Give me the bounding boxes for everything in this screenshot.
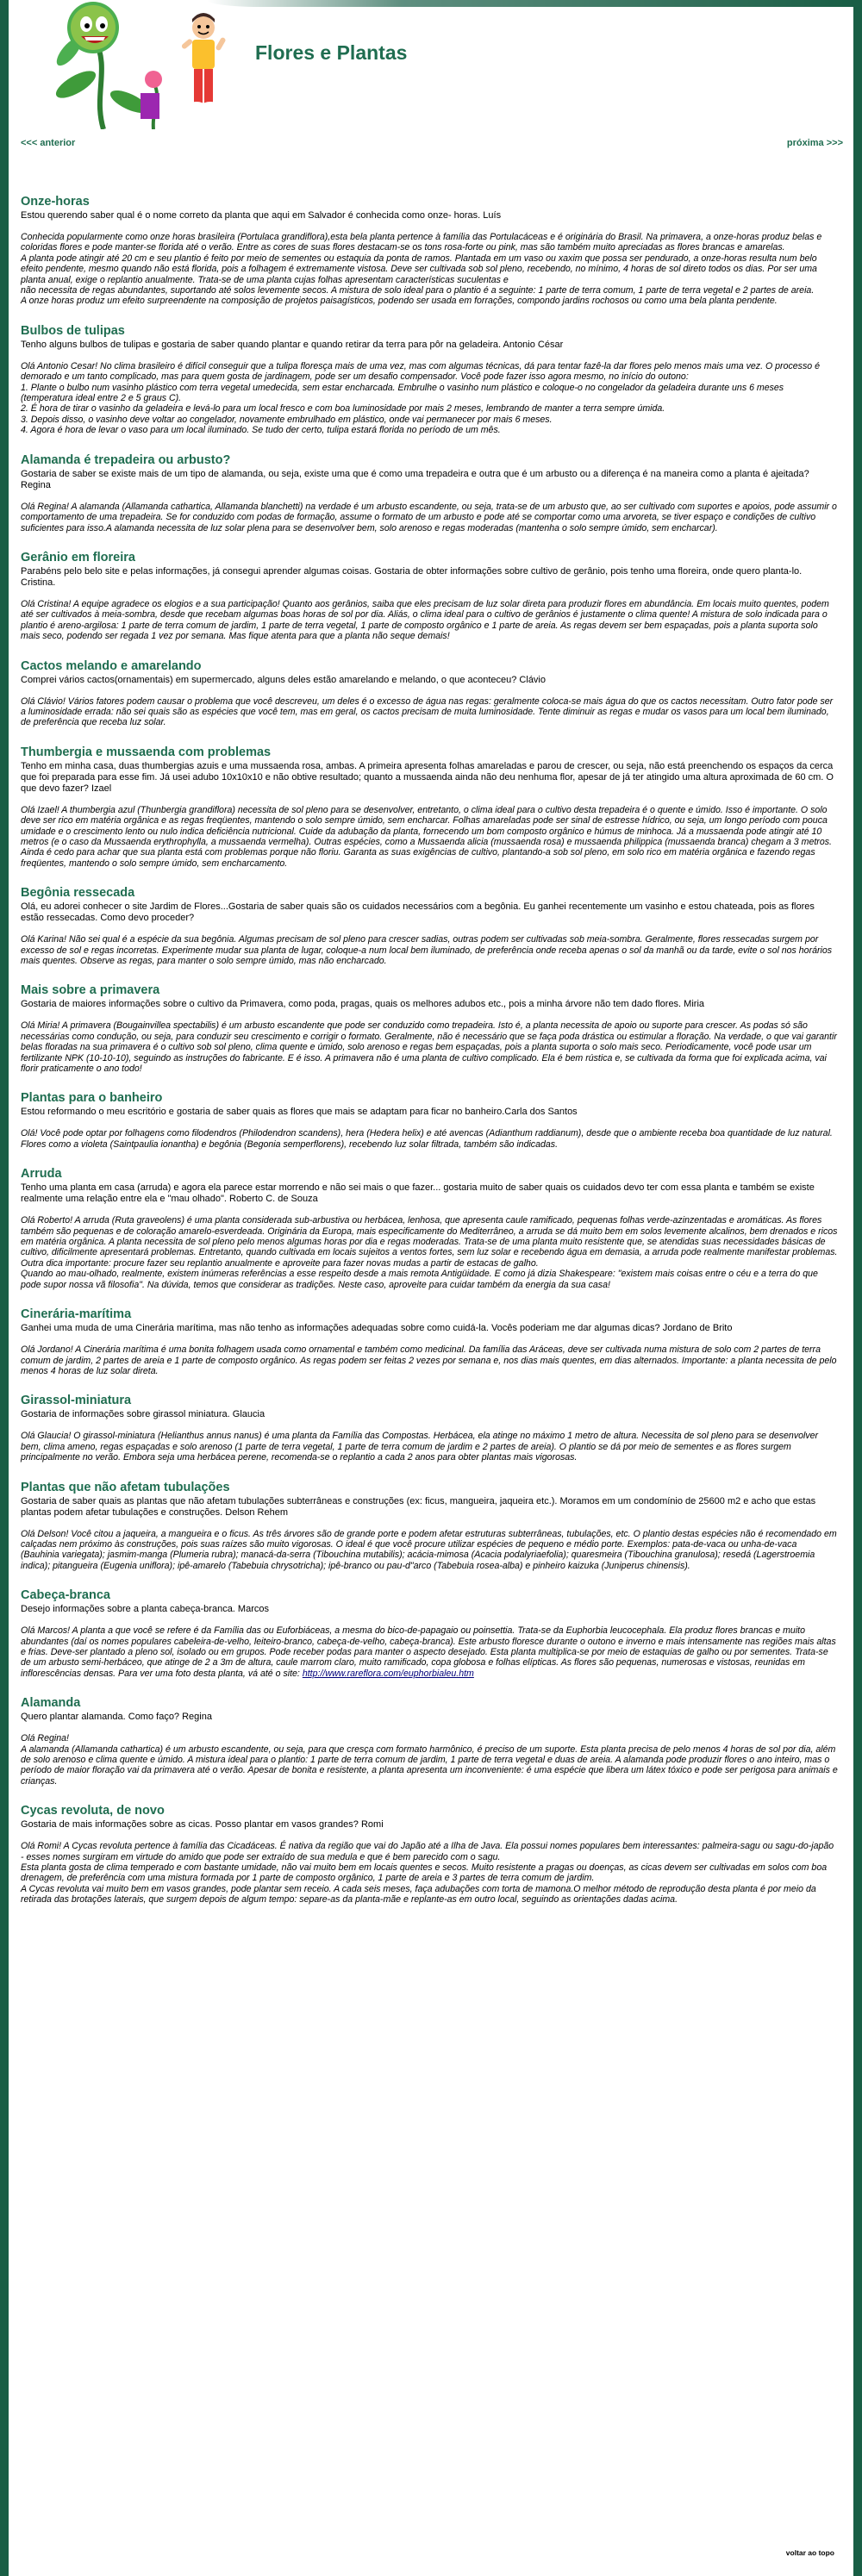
- answer-text: Olá Romi! A Cycas revoluta pertence à família das Cicadáceas. É nativa da região que vai do Japão até a Ilha de Java. Ela possui nomes populares bem interessantes: palmeira-sagu ou sagu-do-japão - esses nomes surgiram em virtude do amido que pode ser extraído de sua medula e que é bem parecido com o sagu. Esta planta gosta de clima temperado e com bastante umidade, não vai muito bem em locais quentes e secos. Muito resistente a pragas ou doenças, as cicas devem ser cultivadas em solos com boa drenagem, de preferência com uma mistura formada por 1 parte de composto orgânico, 1 parte de areia e 3 partes de terra comum de jardim. A Cycas revoluta vai muito bem em vasos grandes, pode plantar sem receio. A cada seis meses, faça adubações com torta de mamona.O melhor método de reprodução desta planta é por meio da retirada das brotações laterais, que surgem depois de algum tempo: separe-as da planta-mãe e replante-as em outro local, seguindo as orientações dadas acima.: [21, 1841, 834, 1905]
- logo-illustration-icon: [43, 0, 250, 129]
- answer: [21, 1431, 838, 1463]
- answer: [21, 599, 838, 642]
- reader-question: Tenho em minha casa, duas thumbergias azuis e uma mussaenda rosa, ambas. A primeira apresenta folhas amareladas e parou de crescer, ou seja, não está preenchendo os espaços da cerca que foi preparada para esse fim. Já usei adubo 10x10x10 e não obtive resultado; quanto a mussaenda ainda não deu nenhuma flor, apesar de já ter atingido uma altura aproximada de 60 cm. O que devo fazer? Izael: [21, 760, 834, 794]
- section-title: Plantas para o banheiro: [21, 1091, 163, 1106]
- answer-text: Olá Miria! A primavera (Bougainvillea spectabilis) é um arbusto escandente que pode ser conduzido como trepadeira. Isto é, a planta necessita de apoio ou suporte para crescer. As podas só são necessárias como condução, ou seja, para conduzir seu crescimento e corrigir o formato. Geralmente, não é necessário que se faça poda drástica ou estimular a floração. Na verdade, o que vai garantir belas floradas na sua primavera é o cultivo sob sol pleno, clima quente e úmido, solo arenoso e regas bem espaçadas, pois a planta suporta o solo mais seco. Periodicamente, você pode usar um fertilizante NPK (10-10-10), seguindo as instruções do fabricante. E é isso. A primavera não é uma planta de cultivo complicado. Ela é bem rústica e, se cultivada da forma que foi explicada acima, vai florir praticamente o ano todo!: [21, 1020, 837, 1075]
- qa-list: [21, 195, 838, 1923]
- section-title: Thumbergia e mussaenda com problemas: [21, 745, 272, 759]
- answer-text: Olá Marcos! A planta a que você se refere é da Família das ou Euforbiáceas, a mesma do bico-de-papagaio ou poinsettia. Trata-se da Euphorbia leucocephala. Ela produz flores brancas e muito abundantes (daí os nomes populares cabeleira-de-velho, leiteiro-branco, cabeça-de-velho, cabeça-branca). Este arbusto floresce durante o outono e inverno e mais intensamente nas regiões mais altas e frias. Deve-ser plantado a pleno sol, isolado ou em grupos. Pode receber podas para manter o aspecto desejado. Esta planta multiplica-se por meio de estaquias de galho ou por sementes. Trata-se de um arbusto semi-herbáceo, que atinge de 2 a 3m de altura, caule marrom claro, muito ramificado, copa globosa e folhas elípticas. As flores são pequenas, numerosas e vistosas, reunidas em inflorescências densas. Para ver uma foto desta planta, vá até o site:: [21, 1625, 836, 1679]
- section-title: Alamanda é trepadeira ou arbusto?: [21, 452, 231, 467]
- reader-question: Gostaria de saber quais as plantas que não afetam tubulações subterrâneas e construções (ex: ficus, mangueira, jaqueira etc.). Moramos em um condomínio de 25600 m2 e acho que estas plantas podem afetar tubulações e construções. Delson Rehem: [21, 1495, 816, 1518]
- qa-section: [21, 1481, 838, 1572]
- answer: [21, 934, 838, 966]
- answer: [21, 1733, 838, 1787]
- qa-section: [21, 1696, 838, 1787]
- answer: [21, 696, 838, 728]
- answer-text: Olá Jordano! A Cinerária marítima é uma bonita folhagem usada como ornamental e também como medicinal. Da família das Aráceas, deve ser cultivada numa mistura de solo com 2 partes de terra comum de jardim, 2 partes de areia e 1 parte de composto orgânico. As regas podem ser feitas 2 vezes por semana e, nos dias mais quentes, em dias alternados. Importante: a planta necessita de pelo menos 4 horas de luz solar direta.: [21, 1344, 837, 1376]
- reader-question: Gostaria de maiores informações sobre o cultivo da Primavera, como poda, pragas, quais os melhores adubos etc., pois a minha árvore não tem dado flores. Miria: [21, 999, 705, 1010]
- qa-section: [21, 1588, 838, 1679]
- site-logo[interactable]: [43, 0, 422, 129]
- section-title: Mais sobre a primavera: [21, 983, 160, 998]
- qa-section: [21, 1804, 838, 1905]
- answer-text: Olá Cristina! A equipe agradece os elogios e a sua participação! Quanto aos gerânios, saiba que eles precisam de luz solar direta para produzir flores em abundância. Em locais muito quentes, podem até ser cultivados à meia-sombra, desde que recebam algumas boas horas de sol por dia. Aliás, o clima ideal para o cultivo de gerânios é justamente o clima quente! A mistura de solo indicada para o plantio é areno-argilosa: 1 parte de terra comum de jardim, 1 parte de terra vegetal, 1 parte de composto orgânico e 1 parte de areia. As regas devem ser bem espaçadas, pois a planta suporta solo mais seco, podendo ser regada 1 vez por semana. Mas fique atenta para que a planta não seque demais!: [21, 598, 829, 642]
- section-title: Cinerária-marítima: [21, 1307, 132, 1322]
- qa-section: [21, 1167, 838, 1290]
- reader-question: Olá, eu adorei conhecer o site Jardim de Flores...Gostaria de saber quais são os cuidados necessários com a begônia. Eu ganhei recentemente um vasinho e estou chateada, pois as flores estão ressecadas. Como devo proceder?: [21, 901, 815, 924]
- reader-question: Tenho alguns bulbos de tulipas e gostaria de saber quando plantar e quando retirar da terra para pôr na geladeira. Antonio César: [21, 339, 564, 350]
- reader-question: Gostaria de saber se existe mais de um tipo de alamanda, ou seja, existe uma que é como uma trepadeira e outra que é um arbusto ou a diferença é na maneira como a planta é ajeitada? Regina: [21, 468, 809, 490]
- answer-text: Olá Karina! Não sei qual é a espécie da sua begônia. Algumas precisam de sol pleno para crescer sadias, outras podem ser cultivadas sob meia-sombra. Geralmente, flores ressecadas surgem por excesso de sol e regas incorretas. Experimente mudar sua planta de lugar, coloque-a num local bem iluminado, de preferência onde receba apenas o sol da manhã ou da tarde, evite o sol nos horários mais quentes. Observe as regas, para manter o solo sempre úmido, mas não encharcado.: [21, 934, 833, 966]
- reader-question: Parabéns pelo belo site e pelas informações, já consegui aprender algumas coisas. Gostaria de obter informações sobre cultivo de gerânio, pois tenho uma floreira, onde quero planta-lo. Cristina.: [21, 565, 803, 588]
- qa-section: [21, 195, 838, 307]
- qa-section: [21, 453, 838, 533]
- section-title: Gerânio em floreira: [21, 550, 135, 564]
- section-title: Cactos melando e amarelando: [21, 658, 202, 673]
- reader-question: Comprei vários cactos(ornamentais) em supermercado, alguns deles estão amarelando e melando, o que aconteceu? Clávio: [21, 674, 546, 685]
- qa-section: [21, 324, 838, 436]
- answer-text: Olá! Você pode optar por folhagens como filodendros (Philodendron scandens), hera (Hedera helix) e até avencas (Adianthum raddianum), desde que o ambiente receba boa quantidade de luz natural. Flores como a violeta (Saintpaulia ionantha) e begônia (Begonia semperflorens), recebendo luz solar filtrada, também são indicadas.: [21, 1128, 833, 1150]
- reader-question: Gostaria de informações sobre girassol miniatura. Glaucia: [21, 1409, 265, 1420]
- answer-text: Olá Delson! Você citou a jaqueira, a mangueira e o ficus. As três árvores são de grande porte e podem afetar estruturas subterrâneas, tubulações, etc. O plantio destas espécies não é recomendado em calçadas nem próximo às construções, pois suas raízes são muito vigorosas. O ideal é que você procure utilizar espécies de pequeno e médio porte. Exemplos: pata-de-vaca ou unha-de-vaca (Bauhinia variegata); jasmim-manga (Plumeria rubra); manacá-da-serra (Tibouchina mutabilis); acácia-mimosa (Acacia podalyriaefolia); quaresmeira (Tibouchina granulosa); resedá (Lagerstroemia indica); pitangueira (Eugenia uniflora); ipê-amarelo (Tabebuia chrysotricha); ipê-branco ou pau-d"arco (Tabebuia rosea-alba) e pinheiro kaizuka (Juniperus chinensis).: [21, 1528, 837, 1571]
- answer: [21, 1215, 838, 1290]
- answer-text: Olá Regina! A alamanda (Allamanda cathartica) é um arbusto escandente, ou seja, para que cresça com formato harmônico, é preciso de um suporte. Esta planta precisa de pelo menos 4 horas de sol por dia, além de solo arenoso e clima quente e úmido. A mistura ideal para o plantio: 1 parte de terra comum de jardim, 1 parte de terra vegetal e duas de areia. A alamanda pode produzir flores o ano inteiro, mas o período de maior floração vai da primavera até o verão. Apesar de bonita e resistente, a planta apresenta um inconveniente: é uma espécie que libera um látex tóxico e pode ser perigosa para animais e crianças.: [21, 1733, 838, 1787]
- external-link[interactable]: http://www.rareflora.com/euphorbialeu.htm: [302, 1668, 474, 1679]
- page: [9, 0, 853, 2576]
- section-title: Arruda: [21, 1167, 62, 1182]
- qa-section: [21, 886, 838, 966]
- next-link[interactable]: próxima >>>: [786, 138, 843, 148]
- qa-section: [21, 1091, 838, 1150]
- section-title: Alamanda: [21, 1696, 81, 1711]
- answer: [21, 805, 838, 869]
- section-title: Onze-horas: [21, 195, 90, 209]
- answer-text: Olá Clávio! Vários fatores podem causar o problema que você descreveu, um deles é o excesso de água nas regas: geralmente coloca-se mais água do que os cactos necessitam. Outro fator pode ser a luminosidade errada: não sei quais são as espécies que você tem, mas em geral, os cactos precisam de muita luminosidade. Tente diminuir as regas e mudar os vasos para um local bem iluminado, de preferência que receba luz solar.: [21, 695, 834, 728]
- answer: [21, 1128, 838, 1150]
- qa-section: [21, 1307, 838, 1376]
- answer-text: Conhecida popularmente como onze horas brasileira (Portulaca grandiflora),esta bela planta pertence à família das Portulacáceas e é originária do Brasil. Na primavera, a onze-horas produz belas e coloridas flores e pode manter-se florida até o verão. Entre as cores de suas flores destacam-se os tons rosa-forte ou pink, mas são também muito apreciadas as flores brancas e amarelas. A planta pode atingir até 20 cm e seu plantio é feito por meio de sementes ou estaquia da ponta de ramos. Plantada em um vaso ou xaxim que possa ser pendurado, a onze-horas resulta num belo efeito pendente, mesmo quando não está florida, pois a folhagem é extremamente vistosa. Deve ser cultivada sob sol pleno, recebendo, no mínimo, 4 horas de sol direto todos os dias. Por ser uma planta anual, exige o replantio anualmente. Trata-se de uma planta cujas folhas apresentam características suculentas e não necessita de regas abundantes, suportando até solos levemente secos. A mistura de solo ideal para o plantio é a seguinte: 1 parte de terra comum, 1 parte de terra vegetal e 2 partes de areia. A onze horas produz um efeito surpreendente na composição de projetos paisagísticos, podendo ser usada em forrações, compondo jardins rochosos ou como uma bela planta pendente.: [21, 232, 822, 307]
- answer-text: Olá Izael! A thumbergia azul (Thunbergia grandiflora) necessita de sol pleno para se desenvolver, entretanto, o clima ideal para o cultivo desta trepadeira é o quente e úmido. Isso é importante. O solo deve ser rico em matéria orgânica e as regas freqüentes, mantendo o solo sempre úmido, sem encharcar. Folhas amareladas pode ser sinal de estresse hídrico, ou seja, um longo período com pouca umidade e o crescimento lento ou nulo indica deficiência nutricional. Cuide da adubação da planta, fornecendo um bom composto orgânico e húmus de minhoca. Já a mussaenda pode atingir até 10 metros (e o caso da Mussaenda erythrophylla, a mussaenda vermelha). Outras espécies, como a Mussaenda alicia (mussaenda rosa) e mussaenda philippica (mussaenda branca) chegam a 3 metros. Ainda é cedo para achar que sua planta está com problemas porque não floriu. Garanta as suas exigências de cultivo, plantando-a sob sol pleno, em solo rico em matéria orgânica e fazendo regas freqüentes, mantendo o solo sempre úmido, sem encharcamento.: [21, 804, 832, 869]
- reader-question: Quero plantar alamanda. Como faço? Regina: [21, 1712, 212, 1723]
- answer: [21, 232, 838, 307]
- answer: [21, 1625, 838, 1679]
- reader-question: Tenho uma planta em casa (arruda) e agora ela parece estar morrendo e não sei mais o que fazer... gostaria muito de saber quais os cuidados devo ter com essa planta e também se existe realmente uma relação entre ela e "mau olhado". Roberto C. de Souza: [21, 1182, 815, 1205]
- answer: [21, 502, 838, 533]
- answer-text: Olá Antonio Cesar! No clima brasileiro é difícil conseguir que a tulipa floresça mais de uma vez, mas com algumas técnicas, dá para tentar fazê-la dar flores pelo menos mais uma vez. O processo é demorado e um tanto complicado, mas para quem gosta de jardinagem, pode ser um desafio compensador. Você pode fazer isso agora mesmo, no início do outono: 1. Plante o bulbo num vasinho plástico com terra vegetal umedecida, sem estar encharcada. Embrulhe o vasinho num plástico e coloque-o no congelador da geladeira durante uns 6 meses (temperatura ideal entre 2 e 5 graus C). 2. É hora de tirar o vasinho da geladeira e levá-lo para um local fresco e com boa luminosidade por mais 2 meses, lembrando de manter a terra sempre úmida. 3. Depois disso, o vasinho deve voltar ao congelador, novamente embrulhado em plástico, onde vai permanecer por mais 6 meses. 4. Agora é hora de levar o vaso para um local iluminado. Se tudo der certo, tulipa estará florida no período de um mês.: [21, 360, 820, 436]
- qa-section: [21, 551, 838, 642]
- section-title: Begônia ressecada: [21, 886, 135, 901]
- answer: [21, 361, 838, 436]
- answer-text: Olá Glaucia! O girassol-miniatura (Helianthus annus nanus) é uma planta da Família das Compostas. Herbácea, ela atinge no máximo 1 metro de altura. Necessita de sol pleno para se desenvolver bem, clima ameno, regas espaçadas e solo arenoso (1 parte de terra vegetal, 1 parte de terra comum de jardim e 2 partes de areia). O plantio se dá por meio de sementes e as flores surgem principalmente no verão. Embora seja uma herbácea perene, recomenda-se o replantio a cada 2 anos para obter plantas mais vigorosas.: [21, 1431, 819, 1463]
- back-to-top-link[interactable]: voltar ao topo: [785, 2548, 834, 2557]
- answer: [21, 1344, 838, 1376]
- qa-section: [21, 659, 838, 728]
- qa-section: [21, 1394, 838, 1463]
- logo-title: Flores e Plantas: [255, 41, 408, 64]
- qa-section: [21, 745, 838, 869]
- section-title: Girassol-miniatura: [21, 1394, 132, 1408]
- reader-question: Estou querendo saber qual é o nome correto da planta que aqui em Salvador é conhecida como onze- horas. Luís: [21, 210, 502, 221]
- section-title: Cabeça-branca: [21, 1588, 110, 1603]
- section-title: Cycas revoluta, de novo: [21, 1804, 165, 1818]
- reader-question: Desejo informações sobre a planta cabeça-branca. Marcos: [21, 1604, 269, 1615]
- answer-text: Olá Roberto! A arruda (Ruta graveolens) é uma planta considerada sub-arbustiva ou herbácea, lenhosa, que apresenta caule ramificado, pequenas folhas verde-azinzentadas e aromáticas. As flores também são pequenas e de coloração amarelo-esverdeada. Originária da Europa, mais especificamente do Mediterrâneo, a arruda se dá muito bem em solos levemente alcalinos, bem drenados e ricos em matéria orgânica. A planta necessita de sol pleno pelo menos algumas horas por dia e regas moderadas. Trata-se de uma planta muito resistente que, se atendidas suas necessidades básicas de cultivo, dificilmente apresentará problemas. Entretanto, quando cultivada em locais sujeitos a ventos fortes, sem luz solar e recebendo água em demasia, a arruda pode realmente manifestar problemas. Outra dica importante: procure fazer seu replantio anualmente e aproveite para fazer novas mudas a partir de estacas de galho. Quando ao mau-olhado, realmente, existem inúmeras referências a esse respeito desde a mais remota Antigüidade. E como já dizia Shakespeare: "existem mais coisas entre o céu e a terra do que pode supor nossa vã filosofia". Na dúvida, temos que considerar as tradições. Neste caso, aproveite para cuidar também da energia da sua casa!: [21, 1215, 838, 1290]
- answer: [21, 1841, 838, 1905]
- section-title: Bulbos de tulipas: [21, 323, 125, 338]
- section-title: Plantas que não afetam tubulações: [21, 1480, 230, 1494]
- answer-text: Olá Regina! A alamanda (Allamanda cathartica, Allamanda blanchetti) na verdade é um arbusto escandente, ou seja, trata-se de um arbusto que, ao ser cultivado com suportes e apoios, pode assumir o comportamento de uma trepadeira. Se for conduzido com podas de formação, assume o formato de um arbusto e pode até se comportar como uma arvoreta, se tiver espaço e condições de cultivo suficientes para isso.A alamanda necessita de luz solar plena para se desenvolver bem, solo arenoso e regas moderadas (mantenha o solo sempre úmido, sem encharcar).: [21, 501, 837, 533]
- reader-question: Estou reformando o meu escritório e gostaria de saber quais as flores que mais se adaptam para ficar no banheiro.Carla dos Santos: [21, 1107, 578, 1118]
- answer: [21, 1529, 838, 1572]
- qa-section: [21, 983, 838, 1074]
- previous-link[interactable]: <<< anterior: [21, 138, 76, 148]
- reader-question: Ganhei uma muda de uma Cinerária marítima, mas não tenho as informações adequadas sobre como cuidá-la. Vocês poderiam me dar algumas dicas? Jordano de Brito: [21, 1323, 733, 1334]
- answer: [21, 1020, 838, 1074]
- reader-question: Gostaria de mais informações sobre as cicas. Posso plantar em vasos grandes? Romi: [21, 1819, 384, 1831]
